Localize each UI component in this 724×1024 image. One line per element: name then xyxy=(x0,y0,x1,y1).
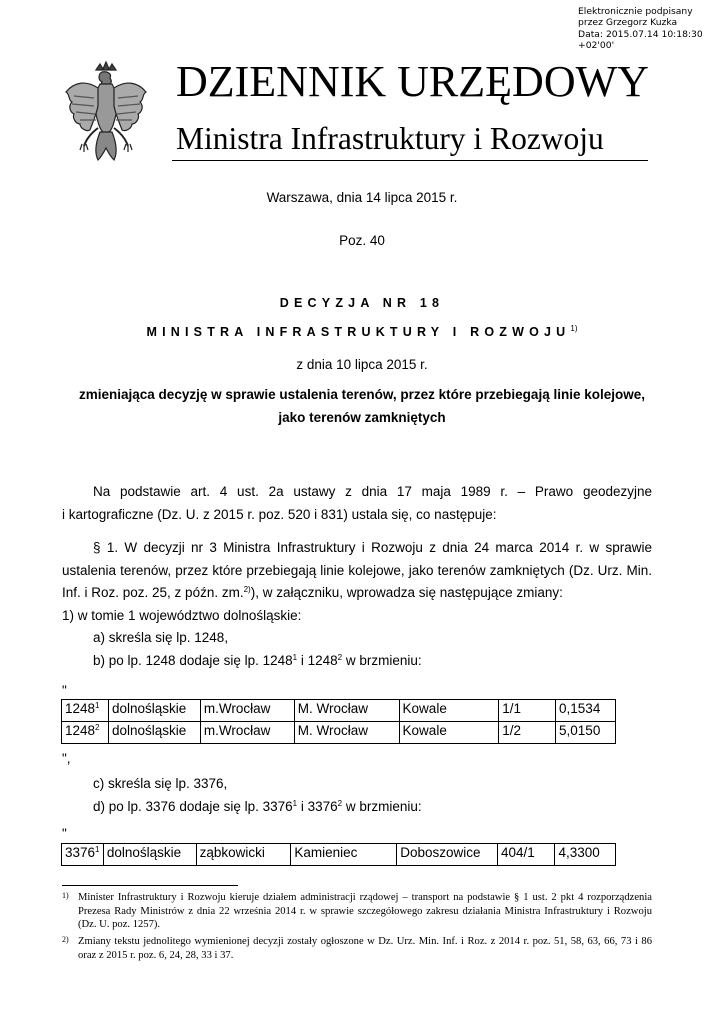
decision-date: z dnia 10 lipca 2015 r. xyxy=(296,357,428,372)
superscript: 1 xyxy=(292,798,298,808)
polish-eagle-emblem-icon xyxy=(60,60,152,168)
footnote xyxy=(62,935,652,962)
list-item xyxy=(62,650,652,673)
digital-signature-stamp xyxy=(578,6,703,52)
signature-line: +02'00' xyxy=(578,40,615,52)
plot-cell: 1/2 xyxy=(499,722,556,744)
list-text: i 3376 xyxy=(297,798,338,814)
plots-table-2 xyxy=(61,843,616,866)
footnote-number: 2) xyxy=(62,935,69,944)
decision-issuer-line xyxy=(0,324,724,339)
area-cell: 0,1534 xyxy=(556,700,616,722)
paragraph-line: § 1. W decyzji nr 3 Ministra Infrastruktury i Rozwoju z dnia 24 marca 2014 r. w sprawie xyxy=(93,540,652,555)
list-text: w brzmieniu: xyxy=(342,798,422,814)
list-item: c) skreśla się lp. 3376, xyxy=(93,776,228,791)
area-cell: 4,3300 xyxy=(555,844,616,866)
list-text: d) po lp. 3376 dodaje się lp. 3376 xyxy=(93,798,293,814)
lp-cell: 1248$^1$ xyxy=(62,700,109,722)
list-continuation xyxy=(62,773,652,818)
footnote-text: Minister Infrastruktury i Rozwoju kieruje działem administracji rządowej – transport na podstawie § 1 ust. 2 pkt 4 rozporządzenia Prezesa Rady Ministrów z dnia 22 września 2014 r. w sprawie szczegółowego zakresu działania Ministra Infrastruktury i Rozwoju (Dz. U. poz. 1257). xyxy=(78,892,652,931)
list-text: w brzmieniu: xyxy=(342,652,422,668)
commune-cell: M. Wrocław xyxy=(294,700,399,722)
publication-subtitle: Ministra Infrastruktury i Rozwoju xyxy=(176,121,604,156)
open-quote: " xyxy=(62,826,67,841)
commune-cell: M. Wrocław xyxy=(294,722,399,744)
area-cell: 5,0150 xyxy=(556,722,616,744)
list-text: i 1248 xyxy=(297,652,338,668)
paragraph-text: ), w załączniku, wprowadza się następujące zmiany: xyxy=(250,585,563,600)
table-row xyxy=(62,700,616,722)
lp-cell: 3376$^1$ xyxy=(62,844,104,866)
legal-basis-paragraph xyxy=(62,481,652,526)
section-1-paragraph xyxy=(62,537,652,672)
voivodeship-cell: dolnośląskie xyxy=(108,722,200,744)
paragraph-line: ustalenia terenów, przez które przebiegają linie kolejowe, jako terenów zamkniętych (Dz. Urz. Min. xyxy=(62,562,652,578)
decision-subject-line1: zmieniająca decyzję w sprawie ustalenia terenów, przez które przebiegają linie kolejowe, xyxy=(79,387,645,402)
signature-line: Data: 2015.07.14 10:18:30 xyxy=(578,28,703,40)
decision-issuer: MINISTRA INFRASTRUKTURY I ROZWOJU xyxy=(146,325,571,339)
list-item xyxy=(62,796,652,819)
county-cell: m.Wrocław xyxy=(200,722,294,744)
signature-line: Elektronicznie podpisany xyxy=(578,6,693,17)
title-divider xyxy=(172,160,648,161)
signature-line: przez Grzegorz Kuzka xyxy=(578,17,678,29)
footnote-number: 1) xyxy=(62,891,69,900)
close-quote: ", xyxy=(62,751,71,766)
list-text: b) po lp. 1248 dodaje się lp. 1248 xyxy=(93,652,293,668)
footnote-text: Zmiany tekstu jednolitego wymienionej decyzji zostały ogłoszone w Dz. Urz. Min. Inf. i Roz. z 2014 r. poz. 51, 58, 63, 66, 73 i 86 oraz z 2015 r. poz. 6, 24, 28, 33 i 37. xyxy=(78,936,652,961)
plots-table-1 xyxy=(61,699,616,744)
position-number: Poz. 40 xyxy=(339,233,385,248)
list-item: 1) w tomie 1 województwo dolnośląskie: xyxy=(62,607,302,623)
table-row xyxy=(62,844,616,866)
precinct-cell: Kowale xyxy=(399,722,499,744)
paragraph-line: i kartograficzne (Dz. U. z 2015 r. poz. 520 i 831) ustala się, co następuje: xyxy=(62,506,497,522)
open-quote: " xyxy=(62,683,67,698)
place-date: Warszawa, dnia 14 lipca 2015 r. xyxy=(266,190,458,205)
decision-heading: DECYZJA NR 18 xyxy=(279,296,445,310)
footnote-ref[interactable]: 2) xyxy=(243,585,251,594)
decision-subject-line2: jako terenów zamkniętych xyxy=(278,410,446,425)
precinct-cell: Doboszowice xyxy=(397,844,498,866)
voivodeship-cell: dolnośląskie xyxy=(108,700,200,722)
plot-cell: 1/1 xyxy=(499,700,556,722)
county-cell: m.Wrocław xyxy=(200,700,294,722)
footnote-ref[interactable]: 1) xyxy=(570,324,578,333)
commune-cell: Kamieniec xyxy=(291,844,397,866)
superscript: 2 xyxy=(337,652,343,662)
superscript: 2 xyxy=(337,798,343,808)
list-item: a) skreśla się lp. 1248, xyxy=(93,630,229,645)
paragraph-line: Na podstawie art. 4 ust. 2a ustawy z dnia 17 maja 1989 r. – Prawo geodezyjne xyxy=(93,484,652,499)
county-cell: ząbkowicki xyxy=(196,844,291,866)
footnote-divider xyxy=(62,885,238,886)
footnote xyxy=(62,891,652,932)
paragraph-text: Inf. i Roz. poz. 25, z późn. zm. xyxy=(62,585,244,600)
paragraph-line xyxy=(62,582,652,605)
lp-cell: 1248$^2$ xyxy=(62,722,109,744)
table-row xyxy=(62,722,616,744)
publication-title: DZIENNIK URZĘDOWY xyxy=(176,57,649,106)
voivodeship-cell: dolnośląskie xyxy=(103,844,196,866)
superscript: 1 xyxy=(292,652,298,662)
precinct-cell: Kowale xyxy=(399,700,499,722)
plot-cell: 404/1 xyxy=(498,844,555,866)
